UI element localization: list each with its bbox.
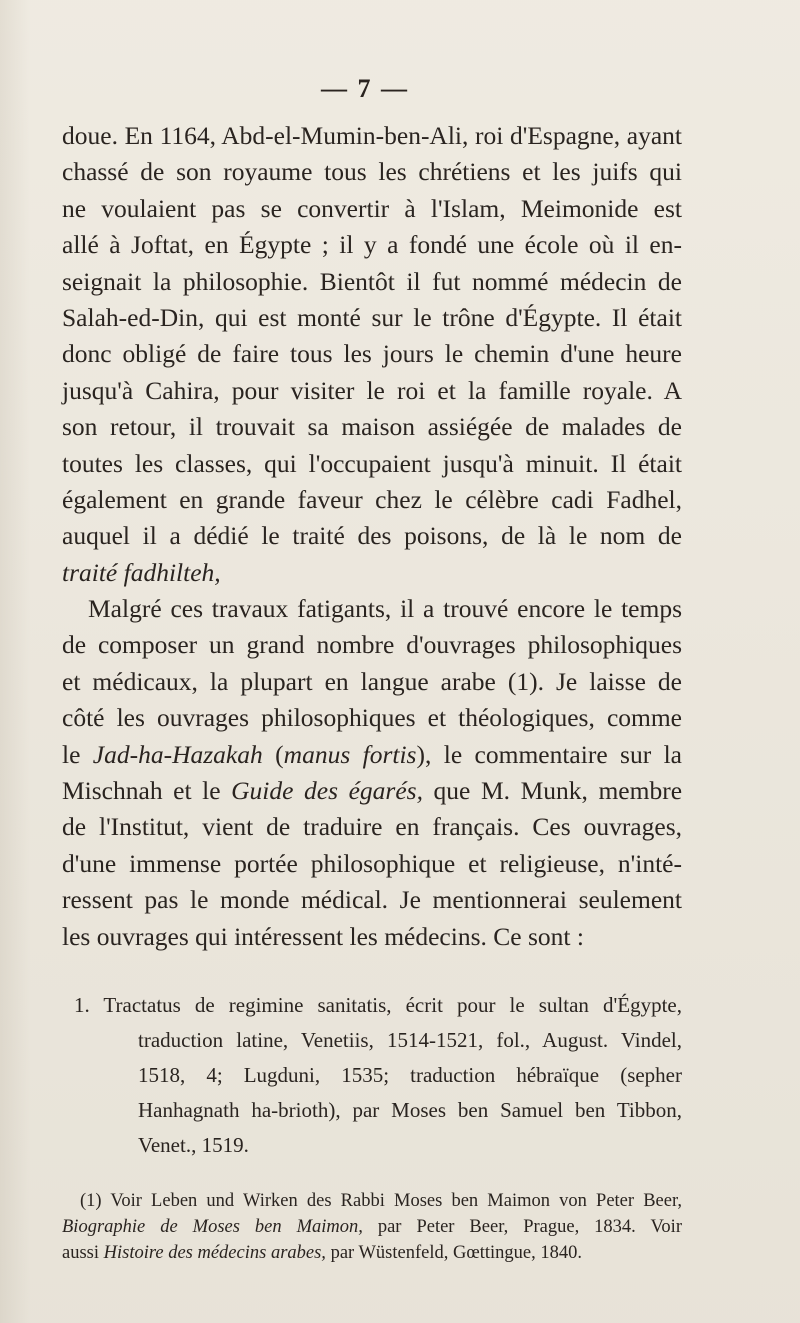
footnote-line <box>62 1214 682 1240</box>
paragraph-line: les ouvrages qui intéressent les médecins. Ce sont : <box>62 921 584 951</box>
paragraph-line: donc obligé de faire tous les jours le chemin d'une heure <box>62 339 682 369</box>
footnote <box>62 1188 682 1266</box>
book-title: Histoire des médecins arabes, <box>103 1243 326 1263</box>
paragraph-line: jusqu'à Cahira, pour visiter le roi et la famille royale. A <box>62 375 682 405</box>
book-title: Jad-ha-Hazakah <box>92 739 263 769</box>
text-span: par Wüstenfeld, Gœttingue, 1840. <box>325 1243 582 1263</box>
list-item-line: 1. Tractatus de regimine sanitatis, écrit pour le sultan d'Égypte, <box>74 993 682 1017</box>
paragraph-line: seignait la philosophie. Bientôt il fut nommé médecin de <box>62 266 682 296</box>
paragraph-line: de l'Institut, vient de traduire en français. Ces ouvrages, <box>62 812 682 842</box>
text-span: par Peter Beer, Prague, 1834. Voir <box>362 1217 682 1237</box>
body-text <box>62 118 682 955</box>
bibliography-list <box>62 988 682 1163</box>
paragraph-line: ressent pas le monde médical. Je mentionnerai seulement <box>62 885 682 915</box>
paragraph-line: ne voulaient pas se convertir à l'Islam, Meimonide est <box>62 193 682 223</box>
paragraph-line: traité fadhilteh, <box>62 557 221 587</box>
paragraph-line: allé à Joftat, en Égypte ; il y a fondé une école où il en- <box>62 230 682 260</box>
paragraph-line: Salah-ed-Din, qui est monté sur le trône d'Égypte. Il était <box>62 302 682 332</box>
paragraph-line: Malgré ces travaux fatigants, il a trouvé encore le temps <box>88 594 682 624</box>
text-span: que M. Munk, membre <box>422 776 683 806</box>
book-title: Guide des égarés, <box>231 776 423 806</box>
latin-phrase: manus fortis <box>283 739 417 769</box>
text-span: le <box>62 739 93 769</box>
text-span: ), le commentaire sur la <box>416 739 682 769</box>
paragraph-line <box>62 737 682 773</box>
paragraph-line: doue. En 1164, Abd-el-Mumin-ben-Ali, roi d'Espagne, ayant <box>62 121 682 150</box>
paragraph-line: côté les ouvrages philosophiques et théologiques, comme <box>62 703 682 733</box>
paragraph-line: et médicaux, la plupart en langue arabe (1). Je laisse de <box>62 666 682 696</box>
text-span: Mischnah et le <box>62 776 232 806</box>
paragraph-line: toutes les classes, qui l'occupaient jusqu'à minuit. Il était <box>62 448 682 478</box>
text-span: aussi <box>62 1243 104 1263</box>
page-number: — 7 — <box>321 74 409 103</box>
paragraph-line: auquel il a dédié le traité des poisons, de là le nom de <box>62 521 682 551</box>
paragraph-line: de composer un grand nombre d'ouvrages philosophiques <box>62 630 682 660</box>
footnote-line <box>62 1240 682 1266</box>
list-item-line: Hanhagnath ha-brioth), par Moses ben Samuel ben Tibbon, <box>138 1098 682 1122</box>
paragraph-line: son retour, il trouvait sa maison assiégée de malades de <box>62 412 682 442</box>
list-item-line: Venet., 1519. <box>138 1133 249 1157</box>
list-item-line: traduction latine, Venetiis, 1514-1521, fol., August. Vindel, <box>138 1028 682 1052</box>
paragraph-line <box>62 773 682 809</box>
paragraph-line: d'une immense portée philosophique et religieuse, n'inté- <box>62 848 682 878</box>
text-span: ( <box>262 739 284 769</box>
footnote-line: (1) Voir Leben und Wirken des Rabbi Moses ben Maimon von Peter Beer, <box>80 1191 682 1211</box>
list-item-line: 1518, 4; Lugduni, 1535; traduction hébraïque (sepher <box>138 1063 682 1087</box>
paragraph-line: chassé de son royaume tous les chrétiens et les juifs qui <box>62 157 682 187</box>
book-title: Biographie de Moses ben Maimon, <box>62 1217 363 1237</box>
paragraph-line: également en grande faveur chez le célèbre cadi Fadhel, <box>62 484 682 514</box>
